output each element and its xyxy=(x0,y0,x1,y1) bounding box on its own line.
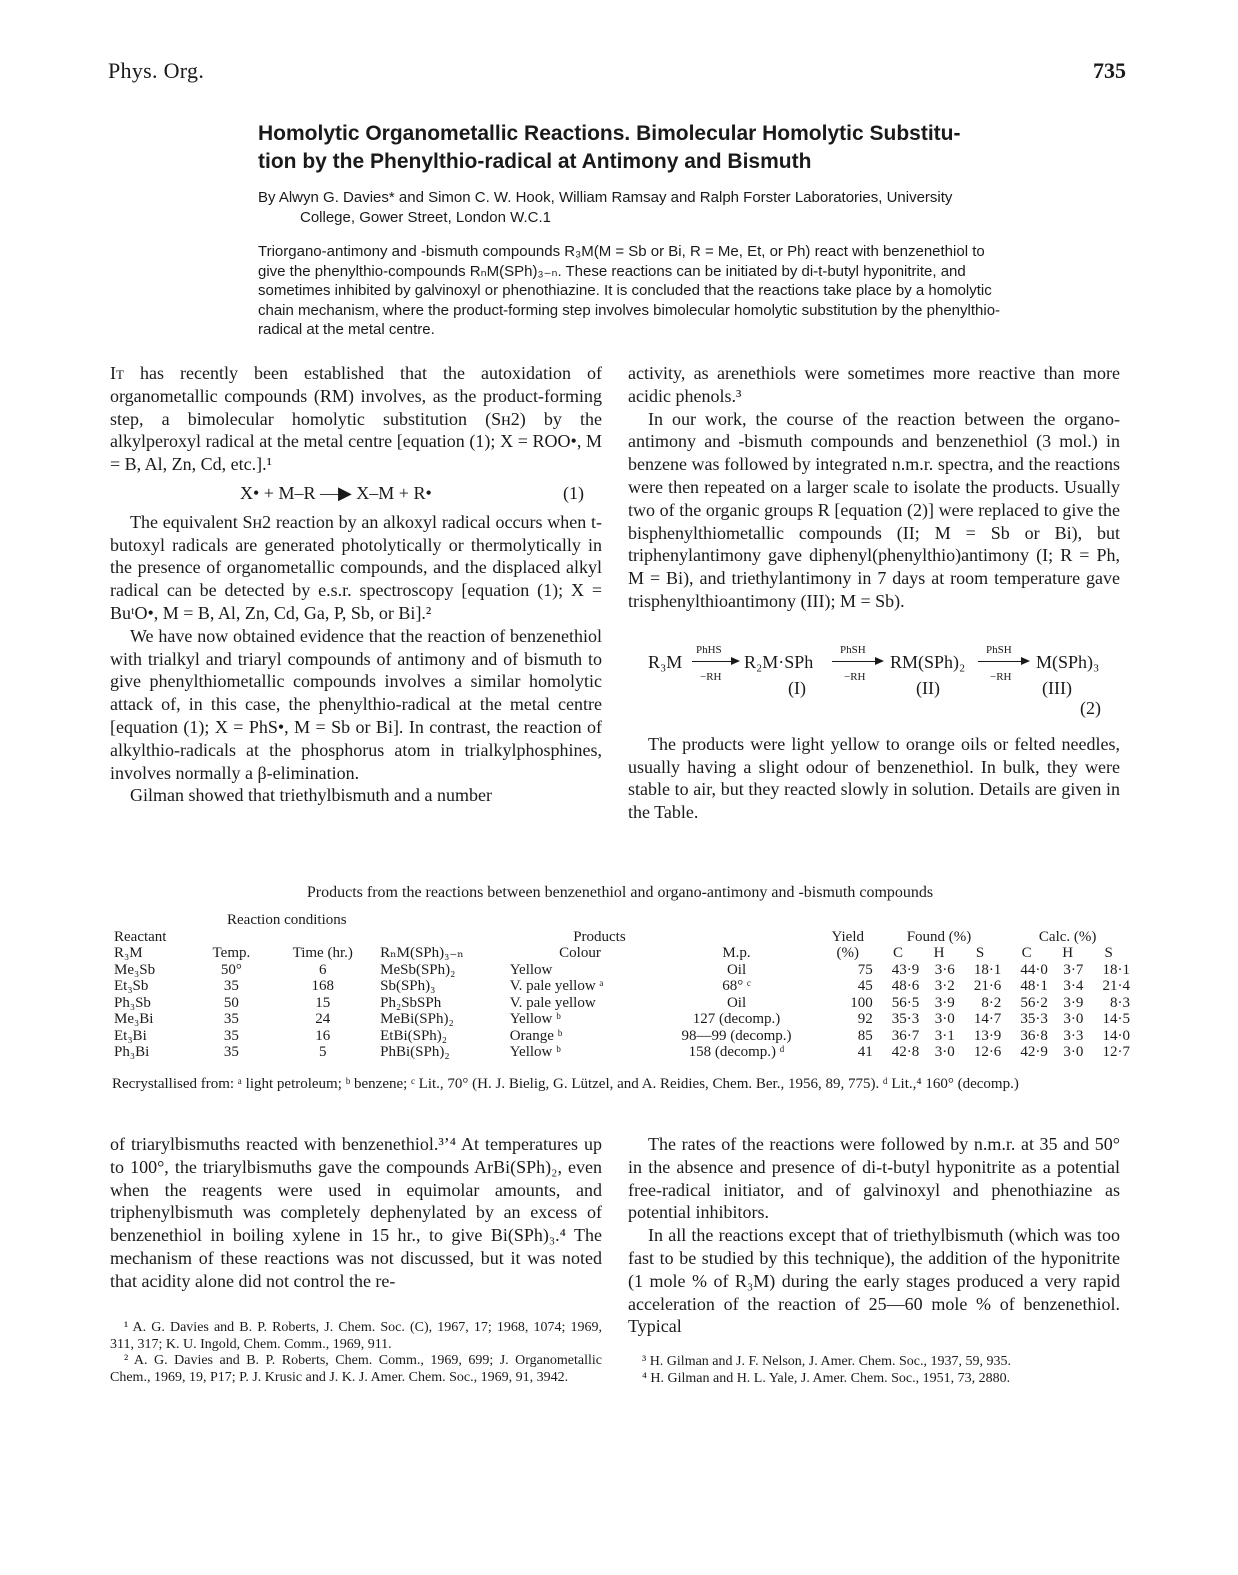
table-cell: 35·3 xyxy=(891,1011,920,1027)
drop-cap: It xyxy=(110,363,124,383)
table-cell: Sb(SPh)₃ xyxy=(380,978,436,994)
table-footnote: Recrystallised from: ᵃ light petroleum; ᵇ benzene; ᶜ Lit., 70° (H. J. Bielig, G. Lützel, and A. Reidies, Chem. Ber., 1956, 89, 775). ᵈ Lit.,⁴ 160° (decomp.) xyxy=(112,1076,1019,1092)
compound-label: (I) xyxy=(788,677,806,698)
table-cell: 127 (decomp.) xyxy=(692,1011,781,1027)
abstract-line: give the phenylthio-compounds RₙM(SPh)₃₋ₙ. These reactions can be initiated by di-t-butyl hyponitrite, and xyxy=(258,262,966,280)
column-header: C xyxy=(892,945,903,961)
table-cell: Oil xyxy=(726,961,747,978)
table-cell: 168 xyxy=(311,978,334,994)
title-line-1: Homolytic Organometallic Reactions. Bimolecular Homolytic Substitu- xyxy=(258,122,961,145)
paragraph-text: has recently been established that the autoxidation of organometallic compounds (RM) involves, as the product-forming step, a bimolecular homolytic substitution (Sʜ2) by the alkylperoxyl radical at the metal centre [equation (1); X = ROO•, M = B, Al, Zn, Cd, etc.].¹ xyxy=(110,363,603,475)
reaction-arrow xyxy=(692,661,736,662)
running-head: Phys. Org. xyxy=(108,58,205,83)
title-line-2: tion by the Phenylthio-radical at Antimony and Bismuth xyxy=(258,150,812,173)
table-cell: 18·1 xyxy=(973,961,1002,978)
table-cell: 50° xyxy=(220,961,242,978)
table-cell: Yellow ᵇ xyxy=(509,1011,561,1027)
table-cell: 3·0 xyxy=(934,1044,955,1060)
byline-line-1: By Alwyn G. Davies* and Simon C. W. Hook, William Ramsay and Ralph Forster Laboratories, University xyxy=(258,189,953,206)
column-header: Reaction conditions xyxy=(227,912,347,928)
column-header: RₙM(SPh)₃₋ₙ xyxy=(380,945,464,961)
column-header: H xyxy=(933,945,945,961)
table-cell: 35 xyxy=(223,1027,239,1044)
table-cell: V. pale yellow ᵃ xyxy=(509,978,604,994)
table-header-row xyxy=(112,912,1132,929)
table-cell: Me₃Sb xyxy=(114,961,156,978)
column-header: H xyxy=(1062,945,1074,961)
compound-label: (III) xyxy=(1042,677,1072,698)
table-cell: 56·5 xyxy=(891,994,920,1011)
table-cell: 100 xyxy=(850,994,873,1011)
table-row xyxy=(112,1044,1132,1061)
paragraph: Gilman showed that triethylbismuth and a number xyxy=(130,785,492,806)
equation-number: (2) xyxy=(1080,697,1101,718)
paragraph: We have now obtained evidence that the reaction of benzenethiol with trialkyl and triaryl compounds of antimony and of bismuth to give phenylthiometallic compounds involves a similar homolytic attack of, in this case, the phenylthio-radical at the metal centre [equation (1); X = PhS•, M = Sb or Bi]. In contrast, the reaction of alkylthio-radicals at the phosphorus atom in trialkylphosphines, involves normally a β-elimination. xyxy=(110,625,602,783)
table-cell: 3·0 xyxy=(1063,1011,1084,1027)
table-cell: 158 (decomp.) ᵈ xyxy=(688,1044,785,1060)
table-cell: 36·8 xyxy=(1020,1027,1048,1044)
table-row xyxy=(112,1011,1132,1028)
abstract-line: radical at the metal centre. xyxy=(258,321,435,338)
table-cell: 3·2 xyxy=(934,978,955,994)
table-cell: 3·4 xyxy=(1063,978,1084,994)
table-cell: 42·9 xyxy=(1020,1044,1048,1060)
table-cell: Orange ᵇ xyxy=(509,1027,563,1044)
paragraph: The equivalent Sʜ2 reaction by an alkoxyl radical occurs when t-butoxyl radicals are generated photolytically or thermolytically in the presence of organometallic compounds, and the displaced alkyl radical can be detected by e.s.r. spectroscopy [equation (1); X = BuᵗO•, M = B, Al, Zn, Cd, Ga, P, Sb, or Bi].² xyxy=(110,511,602,623)
table-row xyxy=(112,962,1132,979)
scheme-species: R₃M xyxy=(648,651,683,672)
table-cell: 12·7 xyxy=(1102,1044,1130,1060)
reaction-arrow xyxy=(832,661,880,662)
abstract-line: sometimes inhibited by galvinoxyl or phenothiazine. It is concluded that the reactions take place by a homolytic xyxy=(258,282,992,299)
table-cell: Yellow xyxy=(509,961,553,978)
table-cell: 3·0 xyxy=(1063,1044,1084,1060)
table-cell: Yellow ᵇ xyxy=(509,1044,561,1060)
table-cell: 35 xyxy=(223,1044,239,1060)
table-cell: 48·1 xyxy=(1020,978,1048,994)
table-cell: 15 xyxy=(315,994,331,1011)
scheme-byproduct: −RH xyxy=(990,670,1012,683)
table-caption: Products from the reactions between benzenethiol and organo-antimony and -bismuth compounds xyxy=(306,884,934,901)
table-cell: Oil xyxy=(726,994,747,1011)
body-column-right-lower xyxy=(628,1133,1120,1338)
column-header: S xyxy=(1104,945,1113,961)
table-row xyxy=(112,1028,1132,1045)
paragraph: of triarylbismuths reacted with benzenethiol.³ʼ⁴ At temperatures up to 100°, the triarylbismuths gave the compounds ArBi(SPh)₂, even when the reagents were used in equimolar amounts, and triphenylbismuth was completely dephenylated by an excess of benzenethiol in boiling xylene in 15 hr., to give Bi(SPh)₃.⁴ The mechanism of these reactions was not discussed, but it was noted that acidity alone did not control the re- xyxy=(110,1134,602,1291)
table-row xyxy=(112,995,1132,1012)
products-table xyxy=(112,912,1132,1061)
column-header: S xyxy=(975,945,985,961)
table-cell: 3·7 xyxy=(1063,961,1084,978)
table-cell: Et₃Bi xyxy=(114,1027,147,1044)
column-header: Time (hr.) xyxy=(292,945,353,961)
table-cell: 24 xyxy=(315,1011,331,1027)
table-cell: 13·9 xyxy=(973,1027,1002,1044)
table-cell: 75 xyxy=(857,961,873,978)
table-cell: 5 xyxy=(318,1044,327,1060)
table-cell: 68° ᶜ xyxy=(722,978,751,994)
table-cell: 3·3 xyxy=(1063,1027,1084,1044)
table-cell: Me₃Bi xyxy=(114,1011,154,1027)
table-cell: EtBi(SPh)₂ xyxy=(380,1027,448,1044)
column-header: Found (%) xyxy=(906,928,972,945)
column-header: Calc. (%) xyxy=(1038,928,1097,945)
table-cell: Et₃Sb xyxy=(114,978,149,994)
byline xyxy=(258,188,1138,228)
scheme-species: R₂M·SPh xyxy=(744,651,814,672)
scheme-byproduct: −RH xyxy=(844,670,866,683)
table-cell: 56·2 xyxy=(1020,994,1048,1011)
table-cell: 16 xyxy=(315,1027,331,1044)
column-header: (%) xyxy=(836,945,859,961)
table-cell: 21·4 xyxy=(1102,978,1130,994)
table-cell: 3·0 xyxy=(934,1011,955,1027)
equation-body: X• + M–R —▶ X–M + R• xyxy=(240,482,432,503)
table-cell: 3·6 xyxy=(934,961,955,978)
column-header: Colour xyxy=(559,945,601,961)
abstract-line: chain mechanism, where the product-forming step involves bimolecular homolytic substitution by the phenylthio- xyxy=(258,301,1001,319)
table-cell: 35 xyxy=(223,1011,239,1027)
column-header: Yield xyxy=(831,928,864,945)
table-cell: 3·9 xyxy=(934,994,955,1011)
table-cell: 41 xyxy=(857,1044,873,1060)
table-row xyxy=(112,978,1132,995)
page-number: 735 xyxy=(1093,58,1126,83)
abstract-line: Triorgano-antimony and -bismuth compounds R₃M(M = Sb or Bi, R = Me, Et, or Ph) react with benzenethiol to xyxy=(258,243,985,260)
table-cell: 85 xyxy=(857,1027,873,1044)
table-cell: V. pale yellow xyxy=(509,994,596,1011)
column-header: M.p. xyxy=(722,945,751,961)
table-cell: 12·6 xyxy=(973,1044,1002,1060)
abstract xyxy=(258,242,1138,340)
paragraph: The rates of the reactions were followed by n.m.r. at 35 and 50° in the absence and presence of di-t-butyl hyponitrite as a potential free-radical initiator, and of galvinoxyl and phenothiazine as potential inhibitors. xyxy=(628,1134,1120,1223)
footnotes-left xyxy=(110,1320,602,1386)
table-cell: 48·6 xyxy=(891,978,920,994)
scheme-species: M(SPh)₃ xyxy=(1036,651,1100,672)
column-header: Products xyxy=(573,928,626,945)
footnote: ² A. G. Davies and B. P. Roberts, Chem. Comm., 1969, 699; J. Organometallic Chem., 1969, 19, P17; P. J. Krusic and J. K. J. Amer. Chem. Soc., 1969, 91, 3942. xyxy=(110,1353,602,1385)
body-column-right-upper xyxy=(628,362,1120,824)
compound-label: (II) xyxy=(916,677,940,698)
footnote: ³ H. Gilman and J. F. Nelson, J. Amer. Chem. Soc., 1937, 59, 935. xyxy=(642,1354,1012,1369)
table-cell: 14·7 xyxy=(973,1011,1002,1027)
table-cell: Ph₃Sb xyxy=(114,994,151,1011)
column-header: Reactant xyxy=(114,928,167,945)
table-cell: PhBi(SPh)₂ xyxy=(380,1044,450,1060)
body-column-left-lower xyxy=(110,1133,602,1293)
table-cell: 21·6 xyxy=(973,978,1002,994)
table-cell: 3·9 xyxy=(1063,994,1084,1011)
scheme-byproduct: −RH xyxy=(700,670,722,683)
table-cell: 36·7 xyxy=(891,1027,920,1044)
table-cell: 14·0 xyxy=(1102,1027,1130,1044)
table-cell: MeSb(SPh)₂ xyxy=(380,961,456,978)
table-cell: 35 xyxy=(223,978,239,994)
reaction-arrow xyxy=(978,661,1026,662)
footnotes-right xyxy=(628,1354,1120,1387)
paragraph: In all the reactions except that of triethylbismuth (which was too fast to be studied by this technique), the addition of the hyponitrite (1 mole % of R₃M) during the early stages produced a very rapid acceleration of the reaction of 25—60 mole % of benzenethiol. Typical xyxy=(628,1225,1120,1337)
scheme-reagent: PhHS xyxy=(696,643,722,656)
table-cell: 44·0 xyxy=(1020,961,1048,978)
table-header-row xyxy=(112,929,1132,946)
column-header: Temp. xyxy=(212,945,251,961)
column-header: C xyxy=(1021,945,1032,961)
table-cell: Ph₃Bi xyxy=(114,1044,150,1060)
table-cell: 35·3 xyxy=(1020,1011,1048,1027)
reaction-scheme-2 xyxy=(628,621,1120,721)
scheme-species: RM(SPh)₂ xyxy=(890,651,966,672)
table-cell: 8·2 xyxy=(981,994,1002,1011)
footnote: ⁴ H. Gilman and H. L. Yale, J. Amer. Chem. Soc., 1951, 73, 2880. xyxy=(642,1370,1011,1386)
scheme-reagent: PhSH xyxy=(986,643,1012,656)
table-cell: Ph₂SbSPh xyxy=(380,994,442,1011)
equation-1 xyxy=(110,482,602,505)
table-cell: 43·9 xyxy=(891,961,920,978)
paragraph xyxy=(110,362,602,476)
footnote: ¹ A. G. Davies and B. P. Roberts, J. Chem. Soc. (C), 1967, 17; 1968, 1074; 1969, 311, 317; K. U. Ingold, Chem. Comm., 1969, 911. xyxy=(110,1320,602,1352)
paragraph: In our work, the course of the reaction between the organo-antimony and -bismuth compounds and benzenethiol (3 mol.) in benzene was followed by integrated n.m.r. spectra, and the reactions were then repeated on a larger scale to isolate the products. Usually two of the organic groups R [equation (2)] were replaced to give the bisphenylthiometallic compounds (II; M = Sb or Bi), but triphenylantimony gave diphenyl(phenylthio)antimony (I; R = Ph, M = Bi), and triethylantimony in 7 days at room temperature gave trisphenylthioantimony (III); M = Sb). xyxy=(628,408,1120,611)
column-header: R₃M xyxy=(114,945,143,961)
equation-number: (1) xyxy=(563,482,584,503)
table-cell: 98—99 (decomp.) xyxy=(681,1027,792,1044)
table-cell: 8·3 xyxy=(1110,994,1130,1011)
table-cell: 18·1 xyxy=(1102,961,1130,978)
scheme-reagent: PhSH xyxy=(840,643,866,656)
table-cell: 6 xyxy=(318,961,327,978)
paragraph: The products were light yellow to orange oils or felted needles, usually having a slight odour of benzenethiol. In bulk, they were stable to air, but they reacted slowly in solution. Details are given in the Table. xyxy=(628,733,1120,823)
paragraph: activity, as arenethiols were sometimes more reactive than more acidic phenols.³ xyxy=(628,363,1120,406)
table-cell: MeBi(SPh)₂ xyxy=(380,1011,454,1027)
table-cell: 50 xyxy=(223,994,239,1011)
table-cell: 3·1 xyxy=(934,1027,955,1044)
body-column-left-upper xyxy=(110,362,602,807)
byline-line-2: College, Gower Street, London W.C.1 xyxy=(300,209,551,226)
table-header-row xyxy=(112,945,1132,962)
article-title xyxy=(258,120,1138,176)
table-cell: 45 xyxy=(857,978,873,994)
table-cell: 92 xyxy=(857,1011,873,1027)
table-cell: 42·8 xyxy=(891,1044,920,1060)
table-cell: 14·5 xyxy=(1102,1011,1130,1027)
